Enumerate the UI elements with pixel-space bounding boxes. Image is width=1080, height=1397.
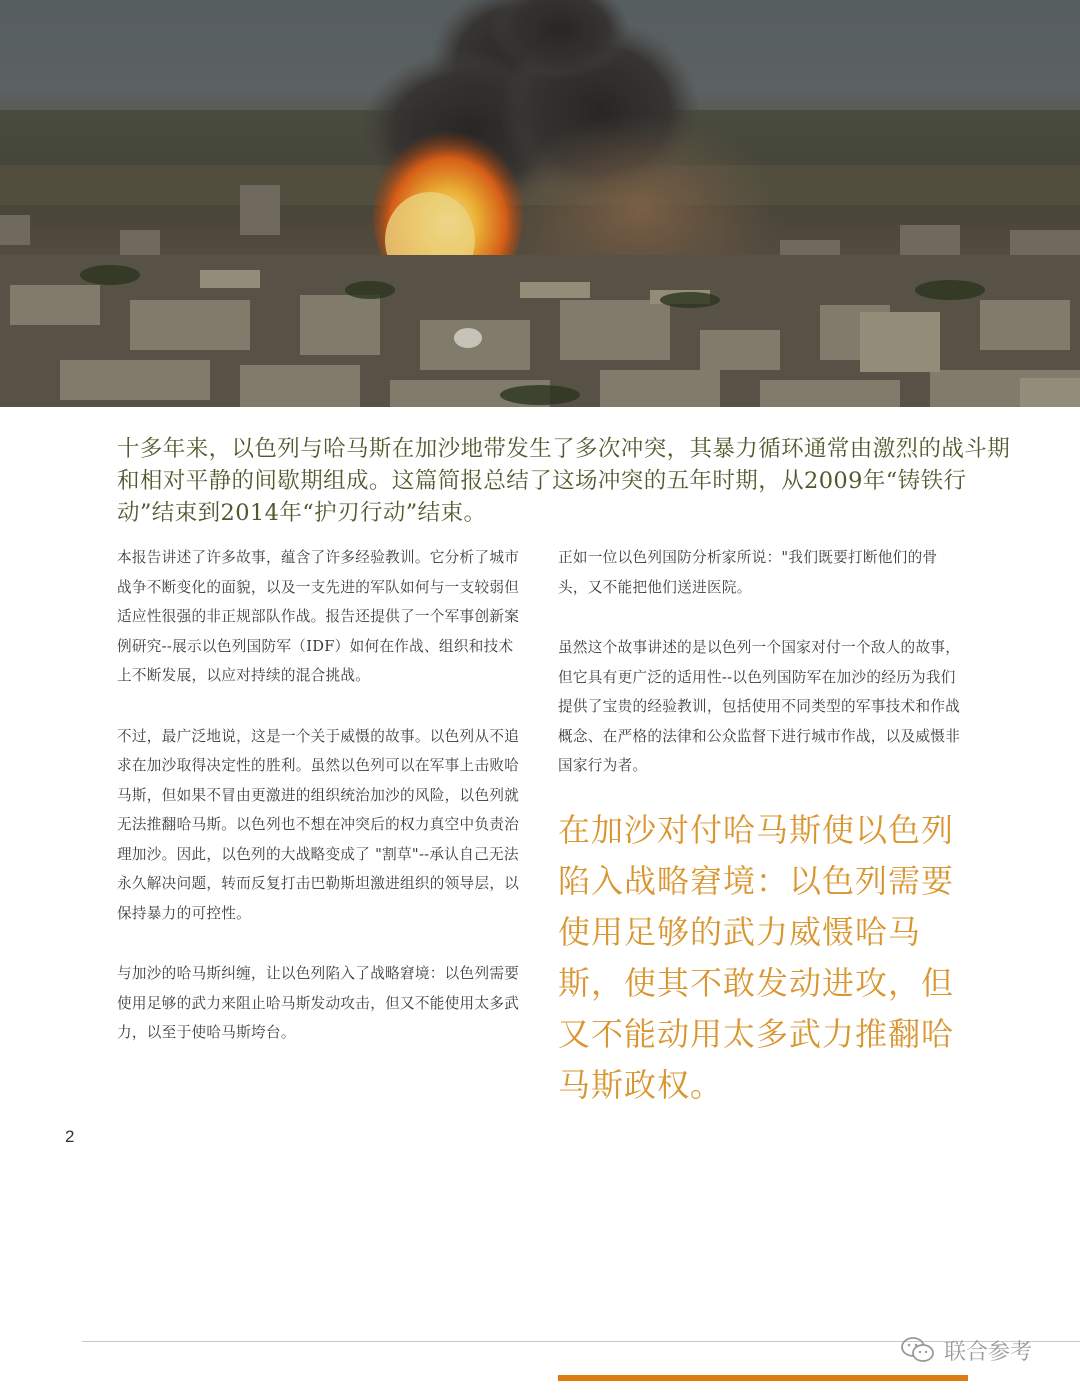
footer-accent-bar bbox=[558, 1375, 968, 1381]
body-paragraph: 不过，最广泛地说，这是一个关于威慑的故事。以色列从不追求在加沙取得决定性的胜利。虽然以色列可以在军事上击败哈马斯，但如果不冒由更激进的组织统治加沙的风险，以色列就无法推翻哈马斯。以色列也不想在冲突后的权力真空中负责治理加沙。因此，以色列的大战略变成了 "割草"--承认自己无法永久解决问题，转而反复打击巴勒斯坦激进组织的领导层，以保持暴力的可控性。 bbox=[117, 727, 520, 922]
watermark bbox=[900, 1333, 1032, 1367]
watermark-text: 联合参考 bbox=[944, 1339, 1033, 1365]
left-column bbox=[117, 543, 522, 1079]
body-paragraph: 本报告讲述了许多故事，蕴含了许多经验教训。它分析了城市战争不断变化的面貌，以及一支先进的军队如何与一支较弱但适应性很强的非正规部队作战。报告还提供了一个军事创新案例研究--展示以色列国防军（IDF）如何在作战、组织和技术上不断发展，以应对持续的混合挑战。 bbox=[117, 549, 520, 684]
lead-paragraph: 十多年来，以色列与哈马斯在加沙地带发生了多次冲突，其暴力循环通常由激烈的战斗期和相对平静的间歇期组成。这篇简报总结了这场冲突的五年时期，从2009年“铸铁行动”结束到2014年“护刃行动”结束。 bbox=[117, 436, 1011, 526]
explosion-illustration bbox=[0, 0, 1080, 407]
wechat-icon bbox=[900, 1336, 936, 1364]
hero-photo bbox=[0, 0, 1080, 407]
body-paragraph: 虽然这个故事讲述的是以色列一个国家对付一个敌人的故事，但它具有更广泛的适用性--以色列国防军在加沙的经历为我们提供了宝贵的经验教训，包括使用不同类型的军事技术和作战概念、在严格的法律和公众监督下进行城市作战，以及威慑非国家行为者。 bbox=[558, 639, 961, 774]
body-paragraph: 正如一位以色列国防分析家所说："我们既要打断他们的骨头，又不能把他们送进医院。 bbox=[558, 549, 938, 596]
pull-quote: 在加沙对付哈马斯使以色列陷入战略窘境：以色列需要使用足够的武力威慑哈马斯，使其不敢发动进攻，但又不能动用太多武力推翻哈马斯政权。 bbox=[558, 811, 955, 1104]
right-column bbox=[558, 543, 963, 812]
page-number: 2 bbox=[65, 1127, 75, 1146]
body-paragraph: 与加沙的哈马斯纠缠，让以色列陷入了战略窘境：以色列需要使用足够的武力来阻止哈马斯发动攻击，但又不能使用太多武力，以至于使哈马斯垮台。 bbox=[117, 965, 520, 1041]
